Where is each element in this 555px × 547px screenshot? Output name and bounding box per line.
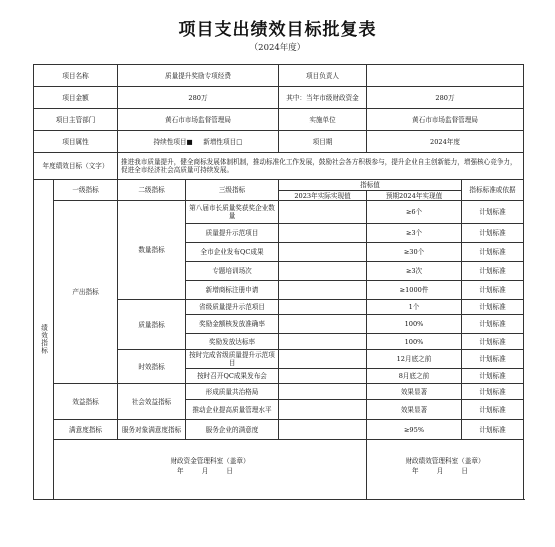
document-title: 项目支出绩效目标批复表 [178, 20, 377, 40]
header-level2: 二级指标 [118, 180, 186, 201]
header-expected-2024: 预期2024年实现值 [367, 191, 462, 201]
indicator-name: 按时完成省级质量提升示范项目 [186, 350, 279, 369]
row-annual-goal [34, 153, 524, 180]
date-year: 年 [177, 467, 184, 475]
indicator-actual-2023 [279, 384, 367, 400]
label-annual-goal: 年度绩效目标（文字） [34, 153, 118, 180]
label-supervising-dept: 项目主管部门 [34, 109, 118, 131]
indicator-name: 第八届市长质量奖获奖企业数量 [186, 201, 279, 224]
indicator-name: 服务企业的满意度 [186, 420, 279, 440]
indicator-actual-2023 [279, 334, 367, 350]
indicator-name: 质量提升示范项目 [186, 224, 279, 243]
row-indicator-header [34, 180, 524, 191]
label-perf-indicators: 绩效指标 [34, 180, 54, 500]
row-project-name [34, 65, 524, 87]
indicator-basis: 计划标准 [462, 369, 524, 384]
indicator-name: 专题培训场次 [186, 262, 279, 281]
date-day: 日 [226, 467, 233, 475]
level2-social: 社会效益指标 [118, 384, 186, 420]
indicator-name: 全市企业发布QC成果 [186, 243, 279, 262]
indicator-expected-2024: ≥6个 [367, 201, 462, 224]
indicator-basis: 计划标准 [462, 420, 524, 440]
indicator-actual-2023 [279, 201, 367, 224]
level2-quantity: 数量指标 [118, 201, 186, 300]
indicator-expected-2024: ≥3个 [367, 224, 462, 243]
value-project-amount: 280万 [118, 87, 279, 109]
date-day: 日 [461, 467, 468, 475]
signature-right-date [368, 466, 522, 476]
header-actual-2023: 2023年实际实现值 [279, 191, 367, 201]
level2-service: 服务对象满意度指标 [118, 420, 186, 440]
value-attribute [118, 131, 279, 153]
indicator-expected-2024: ≥30个 [367, 243, 462, 262]
attribute-new-checkbox: 新增性项目□ [203, 137, 243, 146]
indicator-expected-2024: 效果显著 [367, 384, 462, 400]
signature-right-org: 财政绩效管理科室（盖章） [405, 457, 485, 465]
label-project-lead: 项目负责人 [279, 65, 367, 87]
signature-left-date [55, 466, 365, 476]
value-supervising-dept: 黄石市市场监督管理局 [118, 109, 279, 131]
row-attribute [34, 131, 524, 153]
signature-left [54, 440, 367, 500]
indicator-row [34, 201, 524, 224]
indicator-actual-2023 [279, 369, 367, 384]
label-project-amount: 项目金额 [34, 87, 118, 109]
indicator-row [34, 384, 524, 400]
value-fiscal-funds: 280万 [367, 87, 524, 109]
value-annual-goal: 推进我市质量提升，健全商标发展体制机制，推动标准化工作发展，鼓励社会各方积极参与，提升企业自主创新能力，增强核心竞争力，促进全市经济社会高质量可持续发展。 [118, 153, 524, 180]
level1-benefit: 效益指标 [54, 384, 118, 420]
indicator-name: 奖励发放达标率 [186, 334, 279, 350]
label-project-name: 项目名称 [34, 65, 118, 87]
header-level1: 一级指标 [54, 180, 118, 201]
header-standard-basis: 指标标准或依据 [462, 180, 524, 201]
indicator-name: 按时召开QC成果发布会 [186, 369, 279, 384]
indicator-expected-2024: 12月底之前 [367, 350, 462, 369]
header-level3: 三级指标 [186, 180, 279, 201]
performance-target-table [33, 64, 524, 500]
indicator-actual-2023 [279, 300, 367, 315]
indicator-basis: 计划标准 [462, 224, 524, 243]
value-period: 2024年度 [367, 131, 524, 153]
label-period: 项目期 [279, 131, 367, 153]
date-month: 月 [201, 467, 209, 475]
indicator-basis: 计划标准 [462, 315, 524, 334]
signature-right [367, 440, 524, 500]
level1-output: 产出指标 [54, 201, 118, 384]
indicator-row [34, 420, 524, 440]
indicator-name: 形成质量共治格局 [186, 384, 279, 400]
value-project-lead [367, 65, 524, 87]
indicator-actual-2023 [279, 420, 367, 440]
indicator-actual-2023 [279, 400, 367, 420]
indicator-basis: 计划标准 [462, 262, 524, 281]
value-implementing-unit: 黄石市市场监督管理局 [367, 109, 524, 131]
header-indicator-value: 指标值 [279, 180, 462, 191]
indicator-name: 新增商标注册申请 [186, 281, 279, 300]
label-implementing-unit: 实施单位 [279, 109, 367, 131]
indicator-expected-2024: 效果显著 [367, 400, 462, 420]
indicator-basis: 计划标准 [462, 201, 524, 224]
indicator-name: 推动企业提高质量管理水平 [186, 400, 279, 420]
label-attribute: 项目属性 [34, 131, 118, 153]
row-signatures [34, 440, 524, 500]
indicator-expected-2024: ≥95% [367, 420, 462, 440]
indicator-actual-2023 [279, 350, 367, 369]
attribute-continuing-checkbox: 持续性项目■ [153, 137, 193, 146]
date-month: 月 [436, 467, 444, 475]
row-departments [34, 109, 524, 131]
indicator-basis: 计划标准 [462, 281, 524, 300]
date-year: 年 [412, 467, 419, 475]
indicator-expected-2024: 8月底之前 [367, 369, 462, 384]
label-fiscal-funds: 其中：当年市级财政资金 [279, 87, 367, 109]
indicator-actual-2023 [279, 281, 367, 300]
indicator-basis: 计划标准 [462, 350, 524, 369]
indicator-expected-2024: 100% [367, 315, 462, 334]
indicator-expected-2024: 100% [367, 334, 462, 350]
indicator-name: 省级质量提升示范项目 [186, 300, 279, 315]
indicator-basis: 计划标准 [462, 300, 524, 315]
indicator-expected-2024: ≥3次 [367, 262, 462, 281]
level2-quality: 质量指标 [118, 300, 186, 350]
indicator-basis: 计划标准 [462, 243, 524, 262]
indicator-basis: 计划标准 [462, 334, 524, 350]
indicator-expected-2024: 1个 [367, 300, 462, 315]
row-project-amount [34, 87, 524, 109]
indicator-actual-2023 [279, 243, 367, 262]
value-project-name: 质量提升奖励专项经费 [118, 65, 279, 87]
signature-left-org: 财政资金管理科室（盖章） [170, 457, 250, 465]
indicator-basis: 计划标准 [462, 400, 524, 420]
level2-timeliness: 时效指标 [118, 350, 186, 384]
indicator-name: 奖励金额核发放准确率 [186, 315, 279, 334]
document-subtitle: （2024年度） [249, 43, 306, 53]
indicator-expected-2024: ≥1000件 [367, 281, 462, 300]
level1-satisfaction: 满意度指标 [54, 420, 118, 440]
indicator-actual-2023 [279, 224, 367, 243]
indicator-actual-2023 [279, 262, 367, 281]
indicator-basis: 计划标准 [462, 384, 524, 400]
indicator-actual-2023 [279, 315, 367, 334]
